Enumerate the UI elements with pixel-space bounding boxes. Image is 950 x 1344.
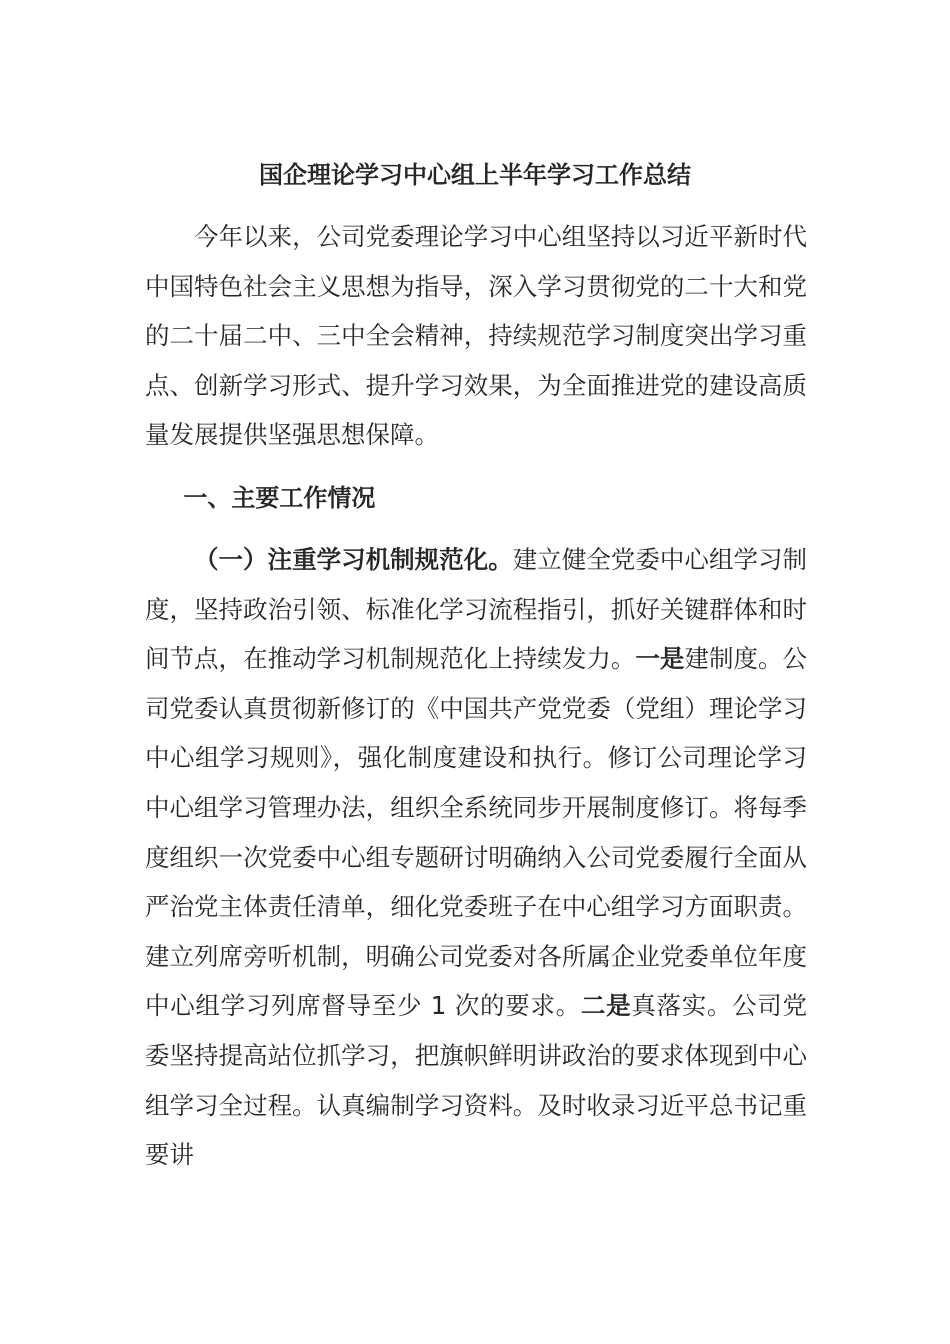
point-marker: 一是: [635, 644, 685, 674]
subsection-heading: （一）注重学习机制规范化。: [194, 545, 513, 574]
section-heading: 一、主要工作情况: [183, 484, 376, 512]
intro-paragraph: 今年以来，公司党委理论学习中心组坚持以习近平新时代中国特色社会主义思想为指导，深入学习贯彻党的二十大和党的二十届二中、三中全会精神，持续规范学习制度突出学习重点、创新学习形式、提升学习效果，为全面推进党的建设高质量发展提供坚强思想保障。: [145, 222, 807, 450]
paragraph-text: 建立健全党委中心组学习制度，坚持政治引领、标准化学习流程指引，抓好关键群体和时间节点，在推动学习机制规范化上持续发力。: [145, 545, 808, 674]
document-title: 国企理论学习中心组上半年学习工作总结: [259, 161, 691, 189]
paragraph-text: 建制度。公司党委认真贯彻新修订的《中国共产党党委（党组）理论学习中心组学习规则》，强化制度建设和执行。修订公司理论学习中心组学习管理办法，组织全系统同步开展制度修订。将每季度组织一次党委中心组专题研讨明确纳入公司党委履行全面从严治党主体责任清单，细化党委班子在中心组学习方面职责。建立列席旁听机制，明确公司党委对各所属企业党委单位年度中心组学习列席督导至少 1 次的要求。: [145, 644, 808, 1021]
paragraph-text: 真落实。公司党委坚持提高站位抓学习，把旗帜鲜明讲政治的要求体现到中心组学习全过程。认真编制学习资料。及时收录习近平总书记重要讲: [145, 991, 808, 1170]
point-marker: 二是: [580, 991, 632, 1021]
body-paragraph: [145, 535, 807, 1180]
